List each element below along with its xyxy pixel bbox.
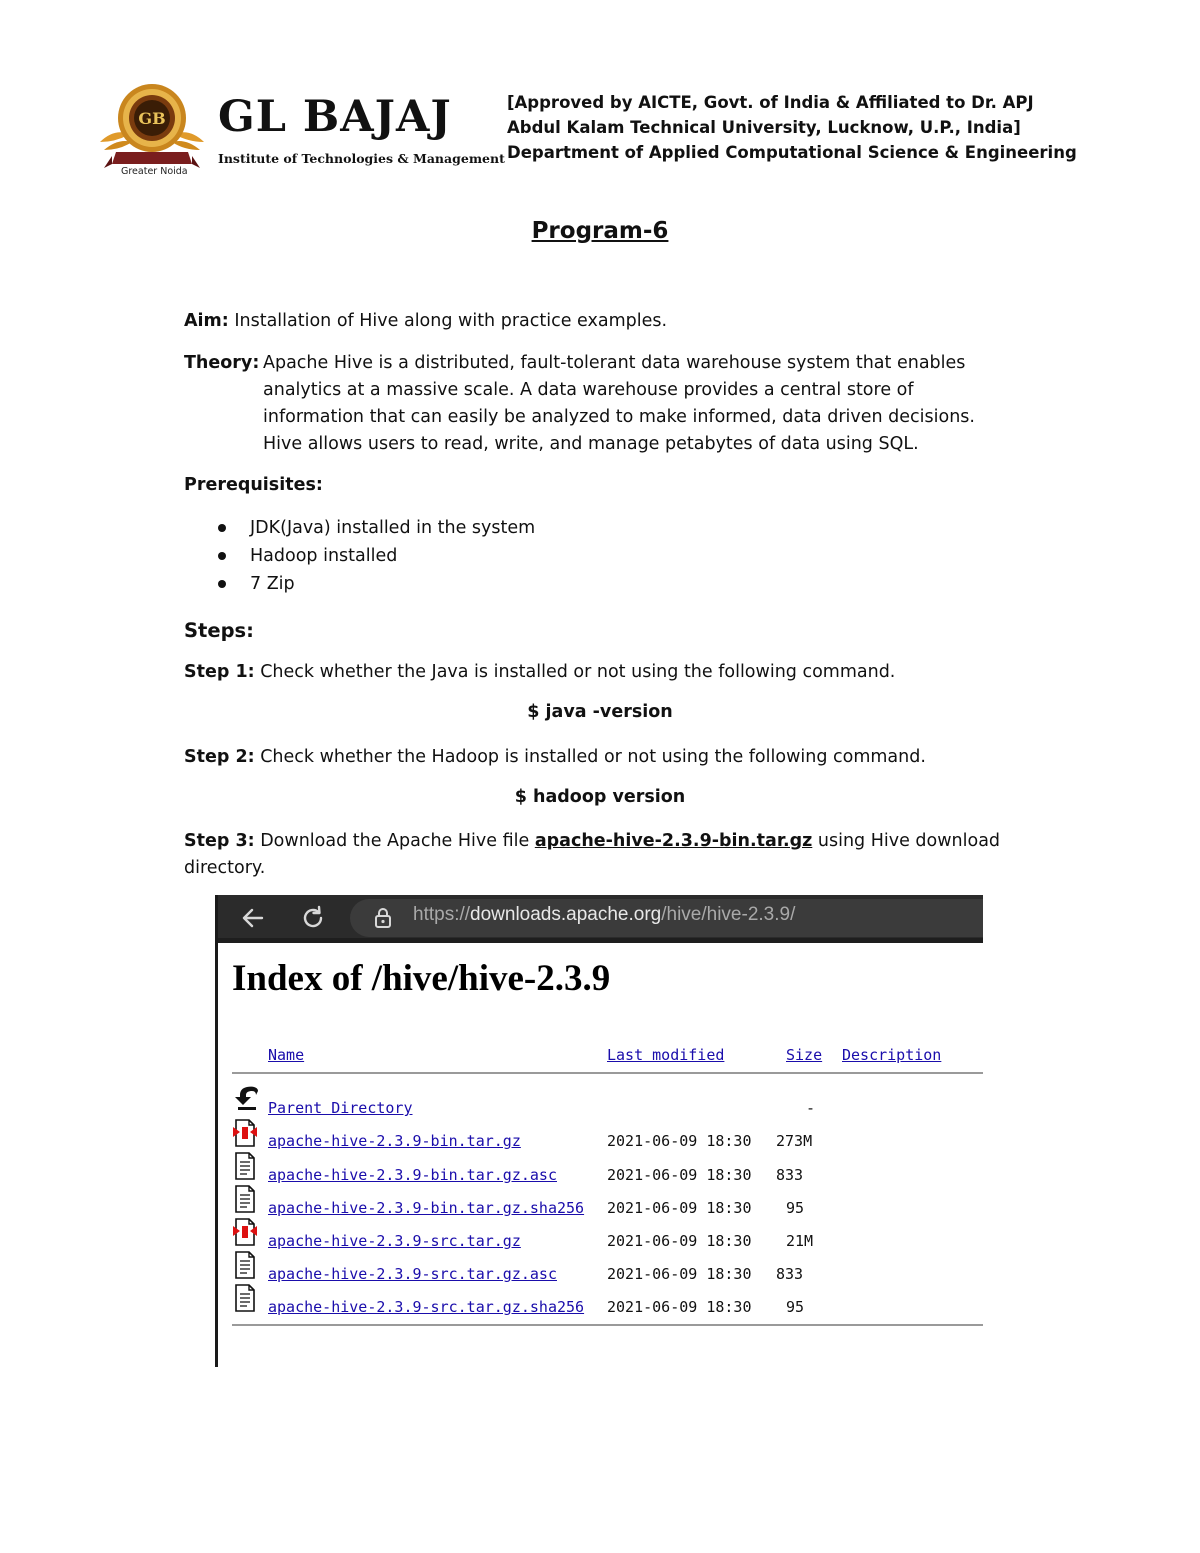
step-1-label: Step 1: bbox=[184, 662, 255, 682]
lock-icon[interactable] bbox=[373, 907, 393, 929]
theory-line-1: Apache Hive is a distributed, fault-tolerant data warehouse system that enables bbox=[263, 353, 966, 373]
text-file-icon[interactable] bbox=[232, 1283, 258, 1313]
file-size: 273M bbox=[776, 1132, 813, 1150]
file-size: 833 bbox=[776, 1166, 804, 1184]
file-size: 95 bbox=[786, 1298, 805, 1316]
file-modified: 2021-06-09 18:30 bbox=[607, 1166, 752, 1184]
brand-location: Greater Noida bbox=[121, 166, 188, 177]
text-file-icon[interactable] bbox=[232, 1184, 258, 1214]
steps-label: Steps: bbox=[184, 619, 254, 642]
file-modified: 2021-06-09 18:30 bbox=[607, 1132, 752, 1150]
prerequisite-item: JDK(Java) installed in the system bbox=[250, 518, 536, 538]
file-size: 833 bbox=[776, 1265, 804, 1283]
step-3 bbox=[184, 828, 1000, 855]
file-modified: 2021-06-09 18:30 bbox=[607, 1265, 752, 1283]
brand-name: GL BAJAJ bbox=[218, 92, 452, 142]
institute-logo bbox=[96, 80, 208, 176]
header-divider bbox=[232, 1072, 983, 1074]
footer-divider bbox=[232, 1324, 983, 1326]
file-link[interactable]: apache-hive-2.3.9-src.tar.gz.sha256 bbox=[268, 1298, 585, 1316]
toolbar-edge bbox=[218, 938, 983, 943]
theory-label: Theory: bbox=[184, 353, 260, 373]
back-arrow-icon[interactable] bbox=[240, 905, 266, 931]
step-1-text: Check whether the Java is installed or not using the following command. bbox=[254, 662, 896, 682]
bullet-icon bbox=[218, 524, 226, 532]
step-3-text: Download the Apache Hive file bbox=[254, 831, 535, 851]
file-modified: 2021-06-09 18:30 bbox=[607, 1298, 752, 1316]
archive-icon[interactable] bbox=[232, 1118, 258, 1148]
step-3-line-2: directory. bbox=[184, 858, 266, 878]
theory-line-4: Hive allows users to read, write, and manage petabytes of data using SQL. bbox=[263, 434, 919, 454]
text-file-icon[interactable] bbox=[232, 1151, 258, 1181]
affiliation-line-1: [Approved by AICTE, Govt. of India & Affiliated to Dr. APJ bbox=[507, 93, 1034, 112]
affiliation-line-2: Abdul Kalam Technical University, Lucknow, U.P., India] bbox=[507, 118, 1021, 137]
column-header-size[interactable]: Size bbox=[786, 1046, 823, 1064]
theory-line-3: information that can easily be analyzed to make informed, data driven decisions. bbox=[263, 407, 975, 427]
file-modified: 2021-06-09 18:30 bbox=[607, 1199, 752, 1217]
aim-text: Installation of Hive along with practice examples. bbox=[228, 311, 668, 331]
step-1-command: $ java -version bbox=[527, 702, 673, 722]
url-path: /hive/hive-2.3.9/ bbox=[661, 904, 796, 925]
file-link[interactable]: apache-hive-2.3.9-bin.tar.gz bbox=[268, 1132, 521, 1150]
url-scheme: https:// bbox=[413, 904, 471, 925]
step-3-label: Step 3: bbox=[184, 831, 255, 851]
step-3-file-link[interactable]: apache-hive-2.3.9-bin.tar.gz bbox=[534, 831, 813, 851]
bullet-icon bbox=[218, 580, 226, 588]
index-title: Index of /hive/hive-2.3.9 bbox=[232, 958, 611, 999]
bullet-icon bbox=[218, 552, 226, 560]
download-directory-screenshot bbox=[215, 895, 983, 1367]
step-1 bbox=[184, 659, 895, 686]
archive-icon[interactable] bbox=[232, 1217, 258, 1247]
file-link[interactable]: apache-hive-2.3.9-src.tar.gz.asc bbox=[268, 1265, 557, 1283]
file-size: 95 bbox=[786, 1199, 805, 1217]
parent-directory-icon[interactable] bbox=[232, 1085, 262, 1113]
brand-subtitle: Institute of Technologies & Management bbox=[218, 151, 505, 166]
url-text[interactable] bbox=[413, 904, 795, 926]
file-link[interactable]: apache-hive-2.3.9-bin.tar.gz.asc bbox=[268, 1166, 557, 1184]
prerequisite-item: Hadoop installed bbox=[250, 546, 398, 566]
file-link[interactable]: apache-hive-2.3.9-bin.tar.gz.sha256 bbox=[268, 1199, 585, 1217]
reload-icon[interactable] bbox=[299, 904, 327, 932]
step-2-label: Step 2: bbox=[184, 747, 255, 767]
column-header-last-modified[interactable]: Last modified bbox=[607, 1046, 725, 1064]
file-modified: 2021-06-09 18:30 bbox=[607, 1232, 752, 1250]
prerequisite-item: 7 Zip bbox=[250, 574, 295, 594]
file-link[interactable]: apache-hive-2.3.9-src.tar.gz bbox=[268, 1232, 521, 1250]
column-header-name[interactable]: Name bbox=[268, 1046, 305, 1064]
svg-text:GB: GB bbox=[138, 109, 166, 128]
step-2-text: Check whether the Hadoop is installed or not using the following command. bbox=[254, 747, 926, 767]
column-header-description[interactable]: Description bbox=[842, 1046, 942, 1064]
parent-directory-size: - bbox=[806, 1099, 816, 1117]
aim-paragraph bbox=[184, 308, 667, 335]
url-host: downloads.apache.org bbox=[470, 904, 662, 925]
aim-label: Aim: bbox=[184, 311, 229, 331]
text-file-icon[interactable] bbox=[232, 1250, 258, 1280]
parent-directory-link[interactable]: Parent Directory bbox=[268, 1099, 413, 1117]
step-3-text-after: using Hive download bbox=[812, 831, 1001, 851]
step-2-command: $ hadoop version bbox=[514, 787, 686, 807]
file-size: 21M bbox=[786, 1232, 814, 1250]
department-line: Department of Applied Computational Science & Engineering bbox=[507, 143, 1077, 162]
theory-line-2: analytics at a massive scale. A data warehouse provides a central store of bbox=[263, 380, 914, 400]
step-2 bbox=[184, 744, 926, 771]
page-title: Program-6 bbox=[531, 218, 669, 244]
prerequisites-label: Prerequisites: bbox=[184, 475, 323, 495]
